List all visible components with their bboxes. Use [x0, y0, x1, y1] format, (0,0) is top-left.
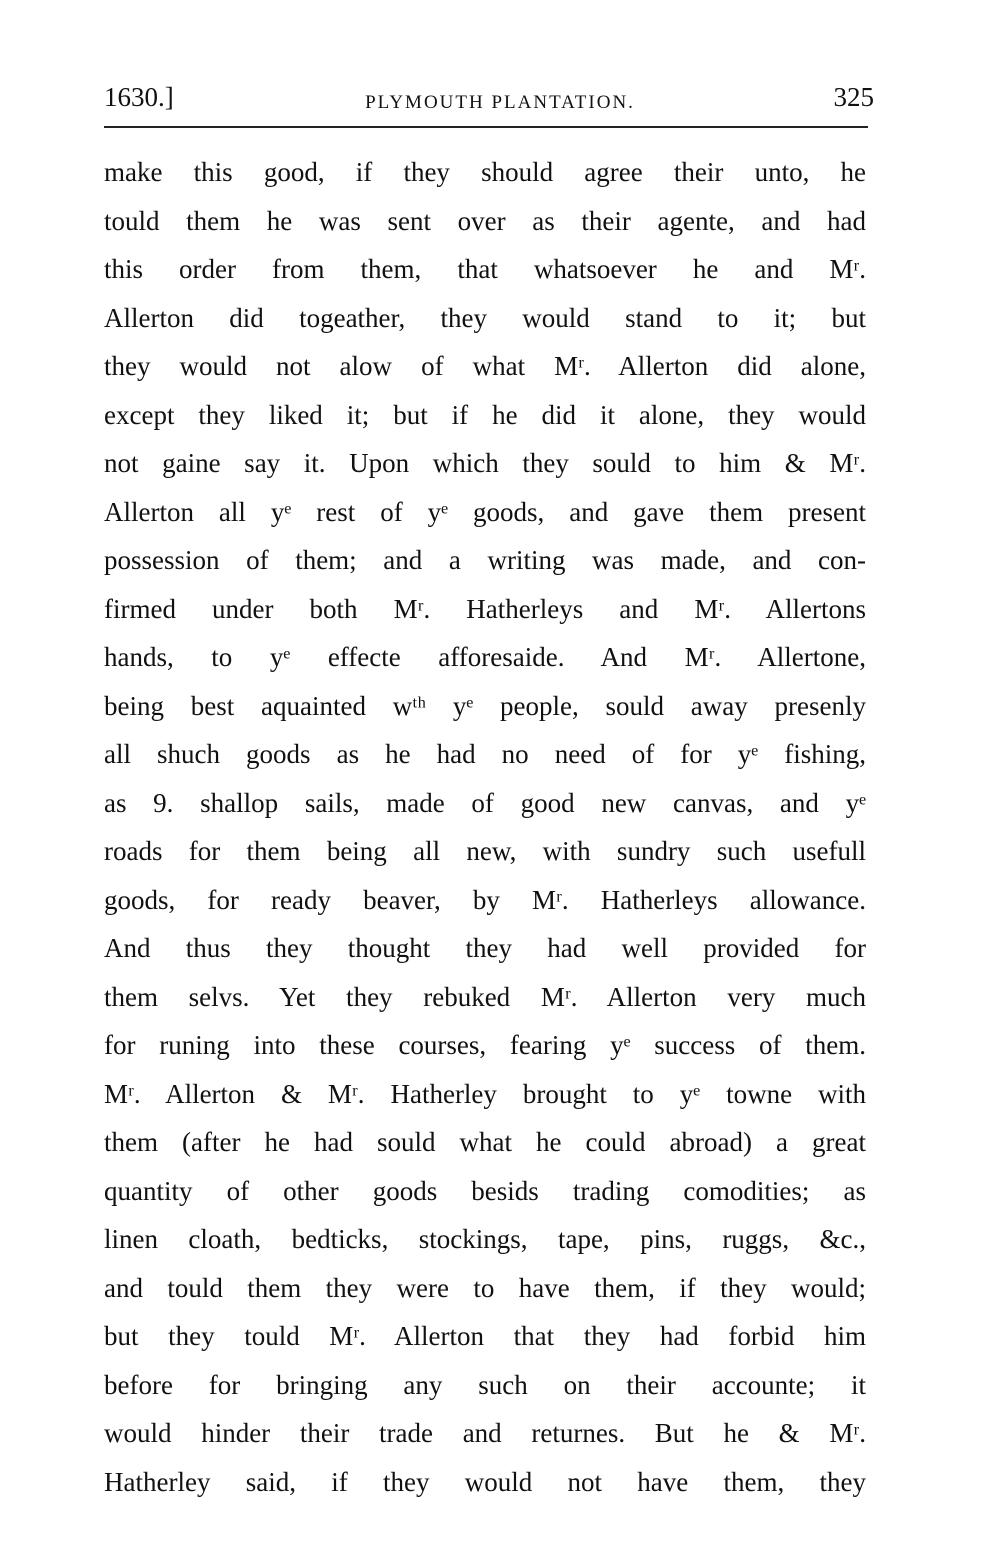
text-line: roads for them being all new, with sundry such usefull: [104, 836, 866, 866]
text-line: except they liked it; but if he did it alone, they would: [104, 399, 866, 430]
text-line: but they tould Mʳ. Allerton that they had forbid him: [104, 1321, 866, 1351]
text-line: Allerton all yᵉ rest of yᵉ goods, and gave them present: [104, 496, 866, 527]
text-line: would hinder their trade and returnes. But he & Mʳ.: [104, 1418, 866, 1448]
page-number: 325: [833, 82, 874, 112]
page-body-text: [104, 150, 866, 1508]
text-line: Allerton did togeather, they would stand to it; but: [104, 302, 866, 333]
text-line: being best aquainted wᵗʰ yᵉ people, sould away presenly: [104, 690, 866, 721]
text-line: quantity of other goods besids trading comodities; as: [104, 1175, 866, 1206]
text-line: firmed under both Mʳ. Hatherleys and Mʳ. Allertons: [104, 593, 866, 624]
text-line: them selvs. Yet they rebuked Mʳ. Allerton very much: [104, 981, 866, 1012]
text-line: make this good, if they should agree their unto, he: [104, 157, 866, 187]
text-line: possession of them; and a writing was made, and con-: [104, 545, 866, 575]
text-line: for runing into these courses, fearing yᵉ success of them.: [104, 1030, 866, 1060]
text-line: before for bringing any such on their accounte; it: [104, 1369, 866, 1400]
text-line: goods, for ready beaver, by Mʳ. Hatherleys allowance.: [104, 884, 866, 915]
text-line: Mʳ. Allerton & Mʳ. Hatherley brought to yᵉ towne with: [104, 1078, 866, 1109]
text-line: them (after he had sould what he could abroad) a great: [104, 1127, 866, 1157]
running-head-year: 1630.]: [104, 82, 174, 112]
text-line: not gaine say it. Upon which they sould to him & Mʳ.: [104, 448, 866, 478]
text-line: Hatherley said, if they would not have them, they: [104, 1466, 866, 1497]
header-rule: [104, 126, 868, 128]
text-line: linen cloath, bedticks, stockings, tape, pins, ruggs, &c.,: [104, 1224, 866, 1254]
text-line: as 9. shallop sails, made of good new canvas, and yᵉ: [104, 787, 866, 818]
text-line: tould them he was sent over as their agente, and had: [104, 205, 866, 236]
text-line: and tould them they were to have them, if they would;: [104, 1272, 866, 1303]
text-line: this order from them, that whatsoever he and Mʳ.: [104, 254, 866, 284]
text-line: hands, to yᵉ effecte afforesaide. And Mʳ. Allertone,: [104, 642, 866, 672]
text-line: And thus they thought they had well provided for: [104, 933, 866, 963]
text-line: they would not alow of what Mʳ. Allerton did alone,: [104, 351, 866, 381]
running-head-title: PLYMOUTH PLANTATION.: [365, 92, 635, 113]
text-line: all shuch goods as he had no need of for yᵉ fishing,: [104, 739, 866, 769]
